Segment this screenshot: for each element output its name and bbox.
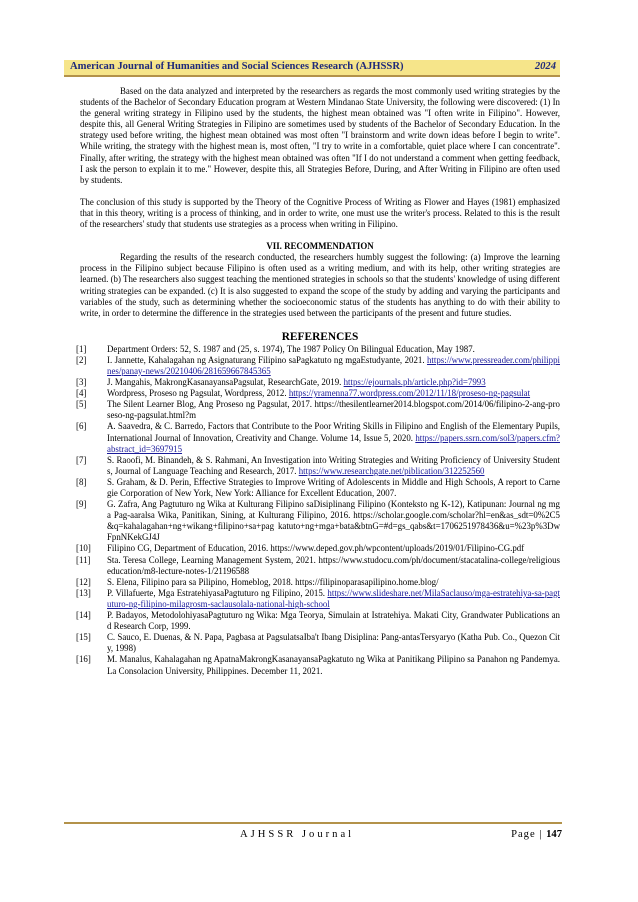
footer-journal-name: AJHSSR Journal	[240, 829, 355, 840]
reference-item	[76, 399, 560, 421]
reference-number: [11]	[76, 554, 91, 565]
reference-item	[76, 343, 560, 355]
reference-text: P. Badayos, MetodolohiyasaPagtuturo ng Wika: Mga Teorya, Simulain at Istratehiya. Makati City, Grandwater Publications and Research Corp, 1999.	[107, 610, 560, 632]
reference-item	[76, 576, 560, 588]
journal-title: American Journal of Humanities and Social Sciences Research (AJHSSR)	[70, 61, 404, 72]
reference-number: [1]	[76, 343, 87, 354]
journal-year: 2024	[534, 61, 556, 72]
reference-text: G. Zafra, Ang Pagtuturo ng Wika at Kulturang Filipino saDisiplinang Filipino (Konteksto ng K-12), Katipunan: Journal ng mga Pag-aaralsa Wika, Panitikan, Sining, at Kulturang Filipino, 2016. https://scholar.google.com/scholar?hl=en&as_sdt=0%2C5&q=kahalagahan+ng+wikang+filipino+sa+pag katuto+ng+mga+bata&btnG=#d=gs_qabs&t=1706251978436&u=%23p%3DwFpnNKekGJ4J	[107, 499, 560, 543]
recommendation-paragraph: Regarding the results of the research conducted, the researchers humbly suggest the following: (a) Improve the learning process in the Filipino subject because Filipino is often used as a writing medium, and with its help, other writing strategies are learned. (b) The researchers also suggest teaching the mentioned strategies in schools so that the students' knowledge of using different writing strategies can be expanded. (c) It is also suggested to expand the scope of the study by adding and varying the participants and variables of the study, such as determining whether the socioeconomic status of the students has anything to do with their ability to write, in order to determine the difference in the strategies used between the participants of the present and future studies.	[80, 252, 560, 318]
reference-text: C. Sauco, E. Duenas, & N. Papa, Pagbasa at PagsulatsaIba't Ibang Disiplina: Pang-antasTersyaryo (Katha Pub. Co., Quezon City, 1998)	[107, 632, 560, 654]
reference-item	[76, 377, 560, 388]
reference-number: [12]	[76, 576, 91, 587]
reference-link[interactable]: https://www.pressreader.com/philippines/panay-news/20210406/281659667845365	[107, 354, 560, 376]
reference-item	[76, 587, 560, 610]
footer-page-number: 147	[546, 829, 562, 840]
reference-text: Filipino CG, Department of Education, 2016. https://www.deped.gov.ph/wpcontent/uploads/2019/01/Filipino-CG.pdf	[107, 543, 525, 554]
summary-paragraph: Based on the data analyzed and interpreted by the researchers as regards the most commonly used writing strategies by the students of the Bachelor of Secondary Education program at Western Mindanao State University, the following were discovered: (1) In the general writing strategy in Filipino used by the students, the highest mean obtained was "I often write in Filipino". However, despite this, all General Writing Strategies in Filipino are sometimes used by students of the Bachelor of Secondary Education. In the strategy used before writing, the highest mean obtained was most often "I brainstorm and write down ideas before I begin to write". While writing, the strategy with the highest mean is, most often, "I try to write in a comfortable, quiet place where I can concentrate". Finally, after writing, the strategy with the highest mean obtained was often "If I do not understand a comment when getting feedback, I ask the person to explain it to me." However, despite this, all Strategies Before, During, and After Writing in Filipino are often used by students.	[80, 86, 560, 185]
footer-rule	[64, 822, 562, 824]
reference-number: [2]	[76, 354, 87, 365]
reference-number: [5]	[76, 399, 87, 410]
reference-text: The Silent Learner Blog, Ang Proseso ng Pagsulat, 2017. https://thesilentlearner2014.blogspot.com/2014/06/filipino-2-ang-proseso-ng-pagsulat.html?m	[107, 399, 560, 421]
footer-page-indicator	[511, 829, 562, 840]
reference-item	[76, 554, 560, 577]
reference-number: [4]	[76, 388, 87, 399]
reference-item	[76, 476, 560, 499]
reference-text: S. Graham, & D. Perin, Effective Strategies to Improve Writing of Adolescents in Middle and High Schools, A report to Carnegie Corporation of New York, New York: Alliance for Excellent Education, 2007.	[107, 476, 560, 498]
reference-number: [7]	[76, 454, 87, 465]
reference-item	[76, 388, 560, 399]
page-body	[76, 86, 560, 677]
reference-item	[76, 654, 560, 676]
reference-text: J. Mangahis, MakrongKasanayansaPagsulat, ResearchGate, 2019.	[107, 377, 344, 388]
reference-text: S. Raoofi, M. Binandeh, & S. Rahmani, An Investigation into Writing Strategies and Writing Proficiency of University Students, Journal of Language Teaching and Research, 2017.	[107, 454, 560, 476]
reference-link[interactable]: https://www.researchgate.net/piblication/312252560	[298, 465, 485, 476]
reference-item	[76, 354, 560, 377]
references-heading: REFERENCES	[281, 330, 359, 343]
reference-list	[76, 343, 560, 677]
reference-number: [3]	[76, 377, 87, 388]
reference-item	[76, 632, 560, 654]
reference-link[interactable]: https://papers.ssrn.com/sol3/papers.cfm?abstract_id=3697915	[107, 432, 560, 454]
reference-text: Sta. Teresa College, Learning Management System, 2021. https://www.studocu.com/ph/document/stacatalina-college/religiouseducation/m8-lecture-notes-1/21196588	[107, 554, 560, 576]
reference-number: [16]	[76, 654, 91, 665]
reference-number: [15]	[76, 632, 91, 643]
reference-text: A. Saavedra, & C. Barredo, Factors that Contribute to the Poor Writing Skills in Filipino and English of the Elementary Pupils, International Journal of Innovation, Creativity and Change. Volume 14, Issue 5, 2020.	[107, 421, 560, 443]
reference-number: [13]	[76, 587, 91, 598]
journal-header-bar	[64, 60, 560, 77]
reference-item	[76, 499, 560, 543]
reference-text: S. Elena, Filipino para sa Pilipino, Homeblog, 2018. https://filipinoparasapilipino.home.blog/	[107, 576, 439, 587]
reference-text: Department Orders: 52, S. 1987 and (25, s. 1974), The 1987 Policy On Bilingual Education, May 1987.	[107, 343, 475, 354]
recommendation-heading: VII. RECOMMENDATION	[266, 241, 374, 252]
reference-item	[76, 543, 560, 554]
reference-item	[76, 610, 560, 632]
reference-link[interactable]: https://ejournals.ph/article.php?id=7993	[343, 377, 486, 388]
reference-text: Wordpress, Proseso ng Pagsulat, Wordpress, 2012.	[107, 388, 289, 399]
reference-text: I. Jannette, Kahalagahan ng Asignaturang Filipino saPagkatuto ng mgaEstudyante, 2021.	[107, 354, 427, 365]
reference-number: [10]	[76, 543, 91, 554]
reference-number: [14]	[76, 610, 91, 621]
reference-link[interactable]: https://yramenna77.wordpress.com/2012/11/18/proseso-ng-pagsulat	[288, 388, 531, 399]
reference-number: [8]	[76, 476, 87, 487]
reference-text: P. Villafuerte, Mga EstratehiyasaPagtuturo ng Filipino, 2015.	[107, 587, 328, 598]
reference-number: [6]	[76, 421, 87, 432]
reference-item	[76, 421, 560, 454]
conclusion-paragraph: The conclusion of this study is supported by the Theory of the Cognitive Process of Writing as Flower and Hayes (1981) emphasized that in this theory, writing is a process of thinking, and in order to write, one must use the writer's process. Related to this is the result of the researchers' study that students use strategies as a process when writing in Filipino.	[80, 196, 560, 230]
footer-page-label: Page |	[511, 829, 543, 840]
reference-item	[76, 454, 560, 477]
reference-link[interactable]: https://www.slideshare.net/MilaSaclauso/mga-estratehiya-sa-pagtuturo-ng-filipino-milagrosm-saclausolala-national-high-school	[107, 587, 560, 609]
reference-text: M. Manalus, Kahalagahan ng ApatnaMakrongKasanayansaPagkatuto ng Wika at Panitikang Pilipino sa Panahon ng Pandemya. La Consolacion University, Philippines. December 11, 2021.	[107, 654, 560, 676]
reference-number: [9]	[76, 499, 87, 510]
